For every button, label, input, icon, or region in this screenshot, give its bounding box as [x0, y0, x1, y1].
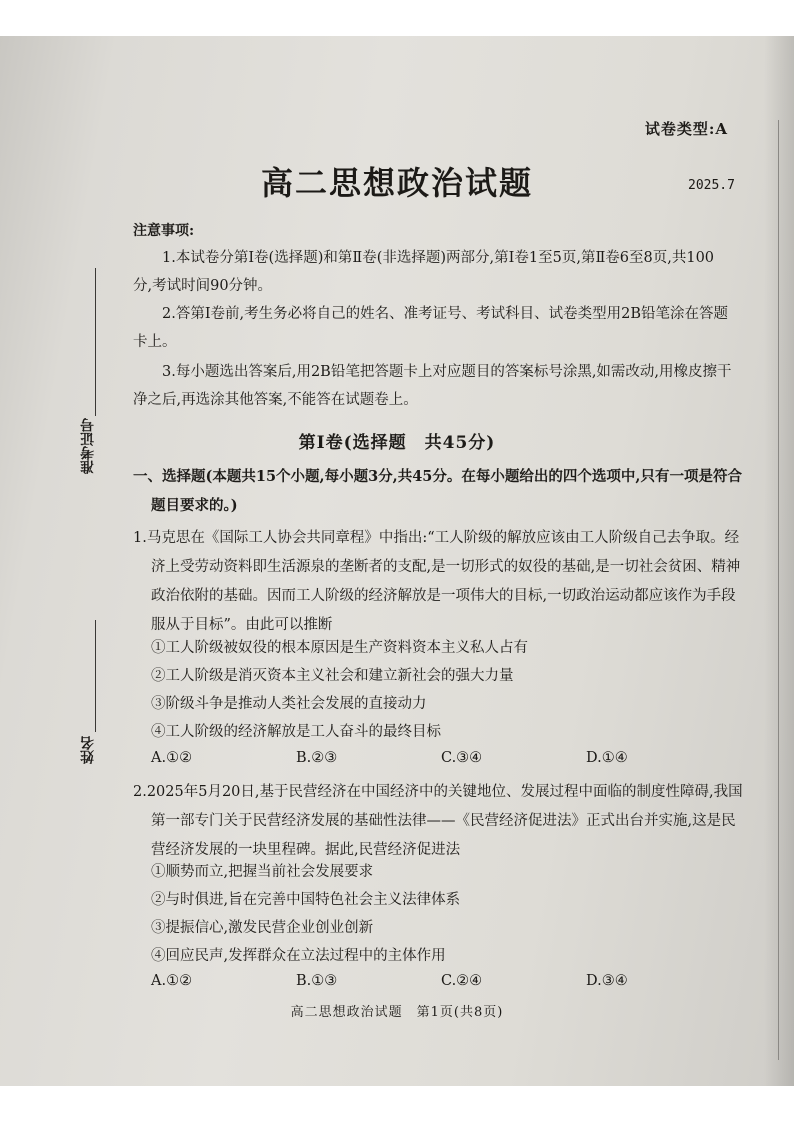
question-1-option-4: ④工人阶级的经济解放是工人奋斗的最终目标 — [151, 724, 441, 740]
notice-item-2: 2.答第Ⅰ卷前,考生务必将自己的姓名、准考证号、考试科目、试卷类型用2B铅笔涂在答题卡上。 — [133, 306, 729, 350]
page-edge-line — [778, 120, 779, 1060]
exam-id-line — [95, 268, 96, 416]
exam-id-label: 准考证号 — [80, 418, 96, 474]
page-title: 高二思想政治试题 — [260, 164, 533, 202]
notice-heading: 注意事项: — [133, 223, 195, 239]
question-2-choice-b: B.①③ — [296, 973, 338, 989]
notice-item-3: 3.每小题选出答案后,用2B铅笔把答题卡上对应题目的答案标号涂黑,如需改动,用橡皮擦干净之后,再选涂其他答案,不能答在试题卷上。 — [133, 364, 732, 408]
question-1-choices — [151, 750, 731, 766]
question-2-option-3: ③提振信心,激发民营企业创业创新 — [151, 920, 374, 936]
question-2-stem: 2.2025年5月20日,基于民营经济在中国经济中的关键地位、发展过程中面临的制度性障碍,我国第一部专门关于民营经济发展的基础性法律——《民营经济促进法》正式出台并实施,这是民营经济发展的一块里程碑。据此,民营经济促进法 — [133, 784, 743, 858]
section-instruction: 一、选择题(本题共15个小题,每小题3分,共45分。在每小题给出的四个选项中,只有一项是符合题目要求的。) — [133, 468, 742, 514]
notice-item-1: 1.本试卷分第Ⅰ卷(选择题)和第Ⅱ卷(非选择题)两部分,第Ⅰ卷1至5页,第Ⅱ卷6至8页,共100分,考试时间90分钟。 — [133, 250, 715, 294]
page-footer: 高二思想政治试题 第1页(共8页) — [290, 1005, 504, 1020]
question-1-choice-d: D.①④ — [586, 750, 628, 766]
question-2-choice-a: A.①② — [151, 973, 193, 989]
question-2-choice-c: C.②④ — [441, 973, 483, 989]
name-label: 姓名 — [80, 736, 96, 764]
question-1-choice-a: A.①② — [151, 750, 193, 766]
paper-type: 试卷类型:A — [644, 120, 728, 138]
question-1-option-1: ①工人阶级被奴役的根本原因是生产资料资本主义私人占有 — [151, 640, 528, 656]
question-1-option-2: ②工人阶级是消灭资本主义社会和建立新社会的强大力量 — [151, 668, 514, 684]
section-title: 第Ⅰ卷(选择题 共45分) — [298, 433, 496, 453]
question-2-option-2: ②与时俱进,旨在完善中国特色社会主义法律体系 — [151, 892, 461, 908]
question-1-option-3: ③阶级斗争是推动人类社会发展的直接动力 — [151, 696, 427, 712]
question-1-stem: 1.马克思在《国际工人协会共同章程》中指出:“工人阶级的解放应该由工人阶级自己去争取。经济上受劳动资料即生活源泉的垄断者的支配,是一切形式的奴役的基础,是一切社会贫困、精神政治依附的基础。因而工人阶级的经济解放是一项伟大的目标,一切政治运动都应该作为手段服从于目标”。由此可以推断 — [133, 530, 741, 633]
question-2-choices — [151, 973, 731, 989]
question-1-choice-b: B.②③ — [296, 750, 338, 766]
question-2-option-4: ④回应民声,发挥群众在立法过程中的主体作用 — [151, 948, 446, 964]
question-2-choice-d: D.③④ — [586, 973, 628, 989]
name-line — [95, 620, 96, 732]
question-1-choice-c: C.③④ — [441, 750, 483, 766]
exam-date: 2025.7 — [688, 178, 735, 193]
question-2-option-1: ①顺势而立,把握当前社会发展要求 — [151, 864, 374, 880]
